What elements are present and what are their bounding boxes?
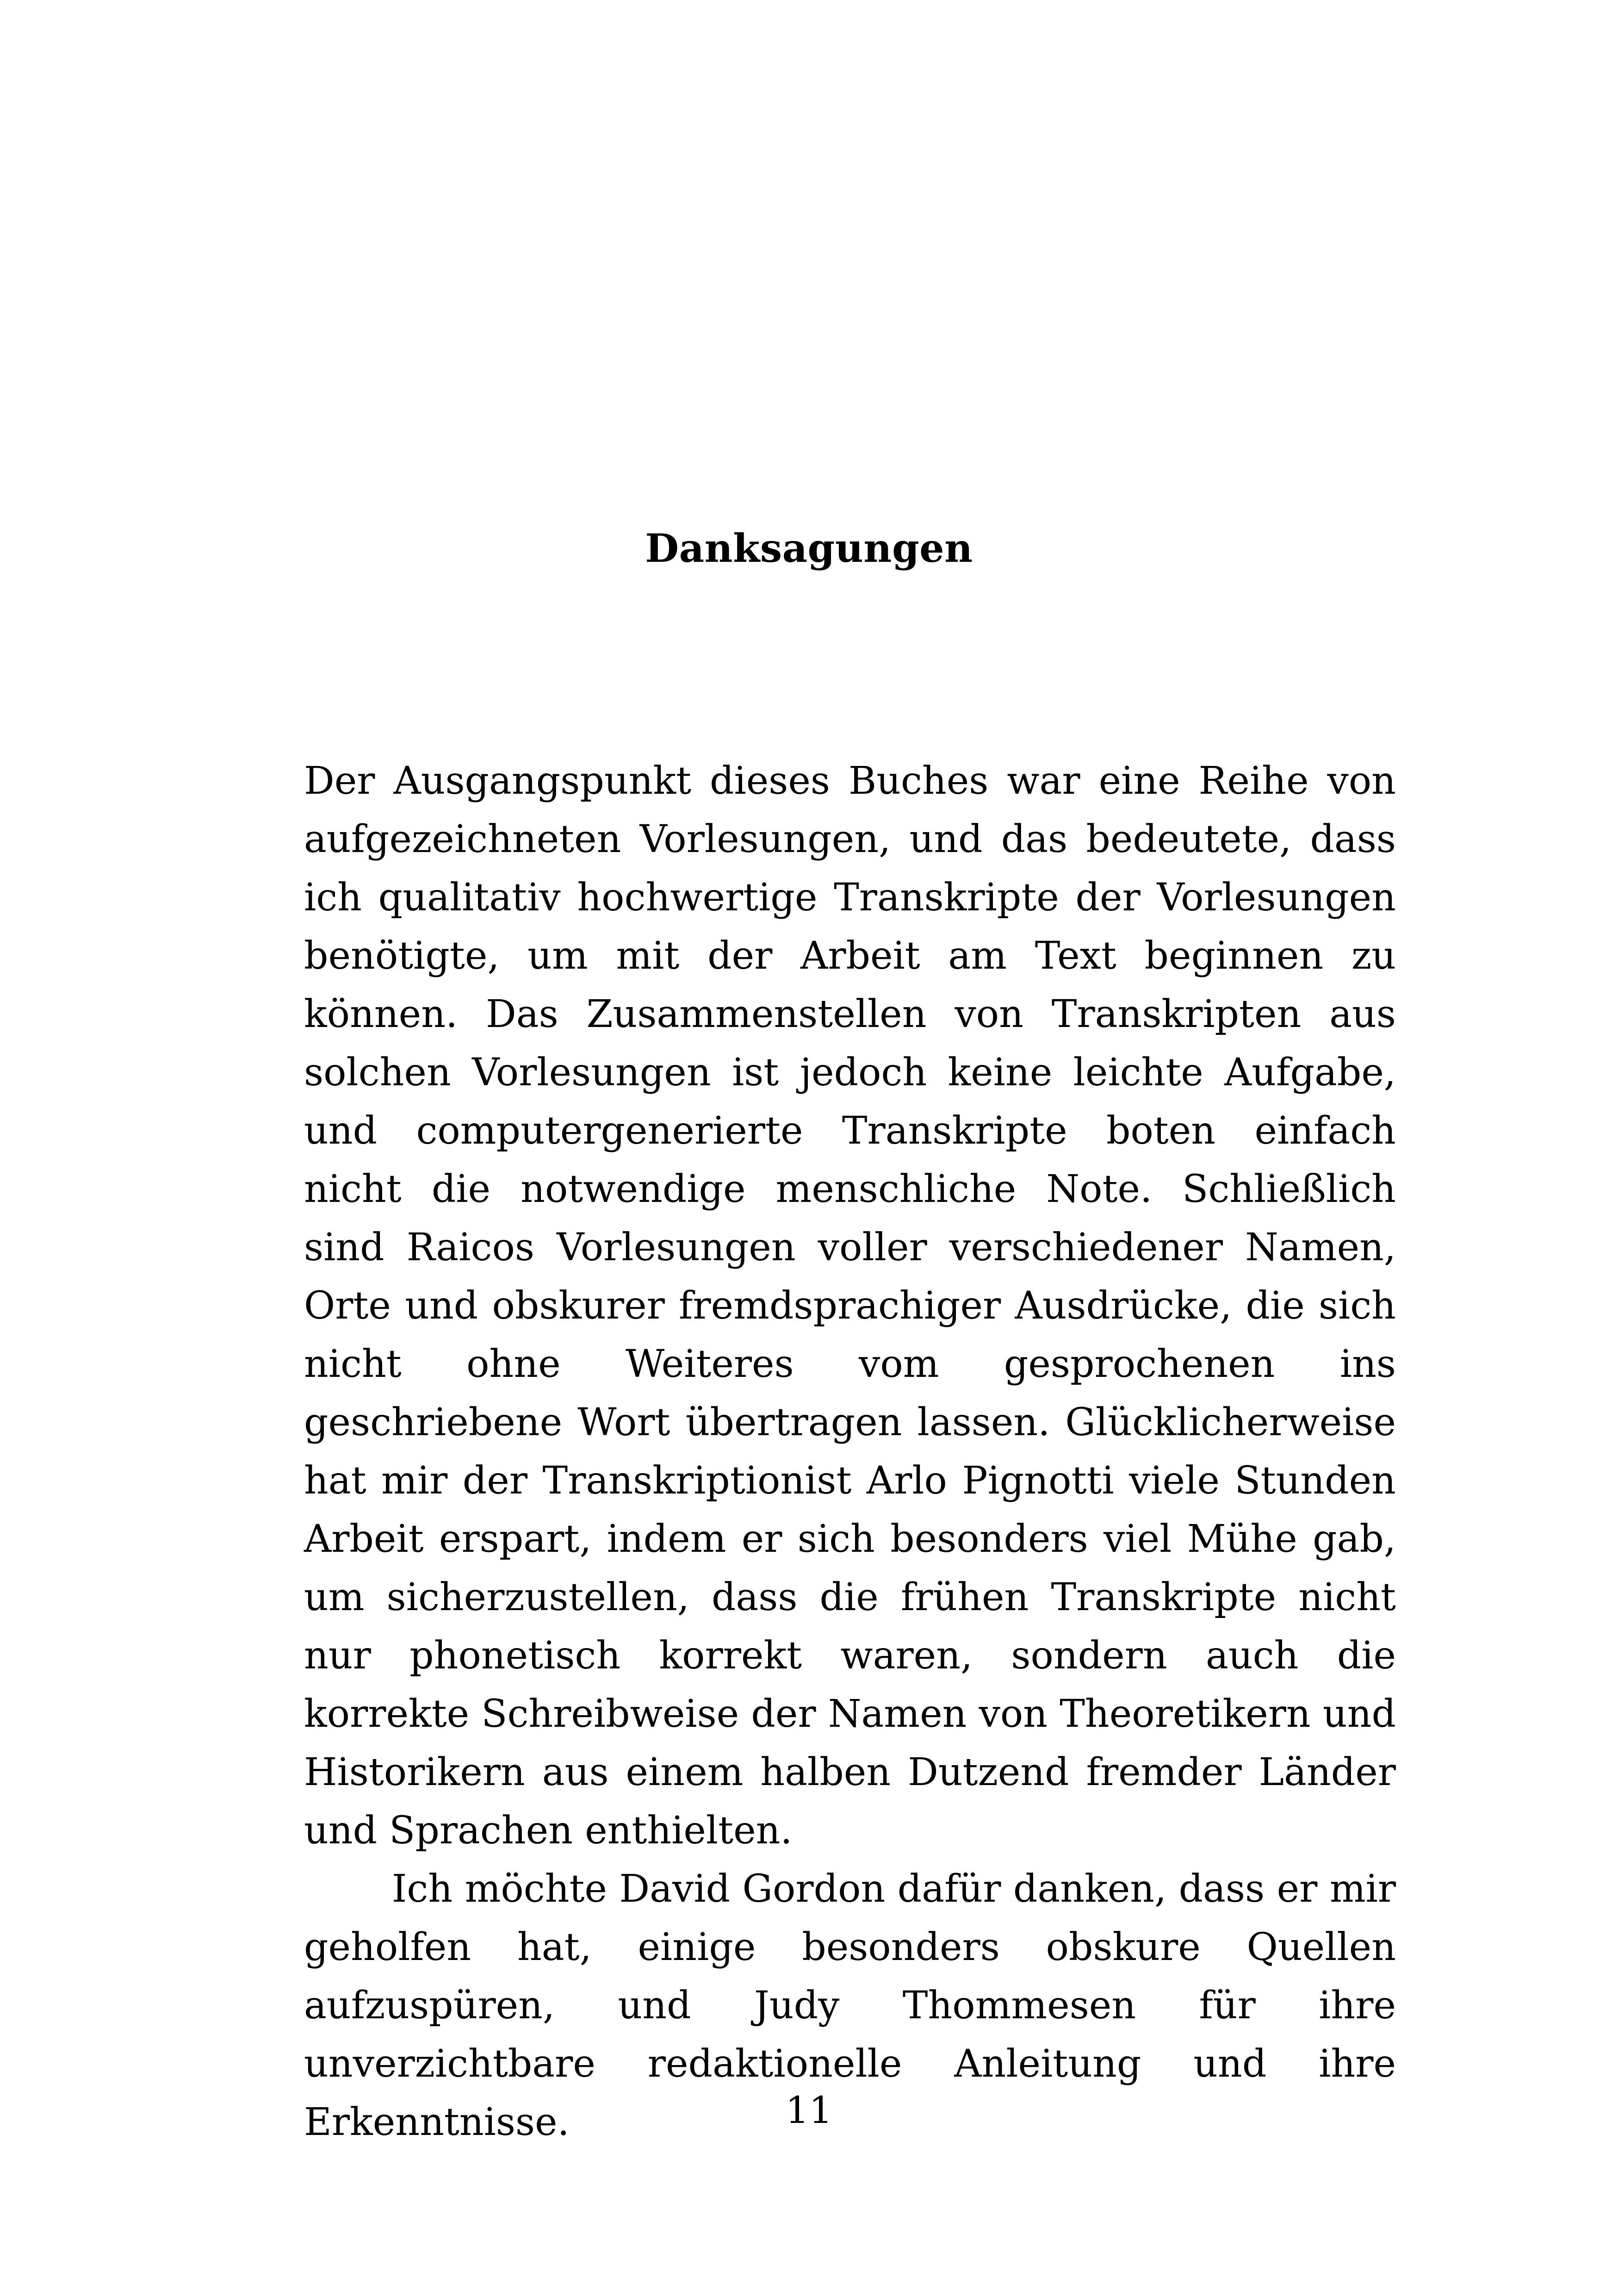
page-number: 11: [785, 2089, 833, 2132]
body-text: [304, 752, 1396, 2152]
chapter-heading: Danksagungen: [645, 525, 973, 571]
paragraph: Ich möchte David Gordon dafür danken, dass er mir geholfen hat, einige besonders obskure Quellen aufzuspüren, und Judy Thommesen für ihre unverzichtbare redaktionelle Anleitung und ihre Erkenntnisse.: [304, 1867, 1396, 2144]
paragraph: Der Ausgangspunkt dieses Buches war eine Reihe von aufgezeichneten Vorlesungen, und das bedeutete, dass ich qualitativ hochwertige Transkripte der Vorlesungen benötigte, um mit der Arbeit am Text beginnen zu können. Das Zusammenstellen von Transkripten aus solchen Vorlesungen ist jedoch keine leichte Aufgabe, und computergenerierte Transkripte boten einfach nicht die notwendige menschliche Note. Schließlich sind Raicos Vorlesungen voller verschiedener Namen, Orte und obskurer fremdsprachiger Ausdrücke, die sich nicht ohne Weiteres vom gesprochenen ins geschriebene Wort übertragen lassen. Glücklicherweise hat mir der Transkriptionist Arlo Pignotti viele Stunden Arbeit erspart, indem er sich besonders viel Mühe gab, um sicherzustellen, dass die frühen Transkripte nicht nur phonetisch korrekt waren, sondern auch die korrekte Schreibweise der Namen von Theoretikern und Historikern aus einem halben Dutzend fremder Länder und Sprachen enthielten.: [304, 759, 1396, 1853]
